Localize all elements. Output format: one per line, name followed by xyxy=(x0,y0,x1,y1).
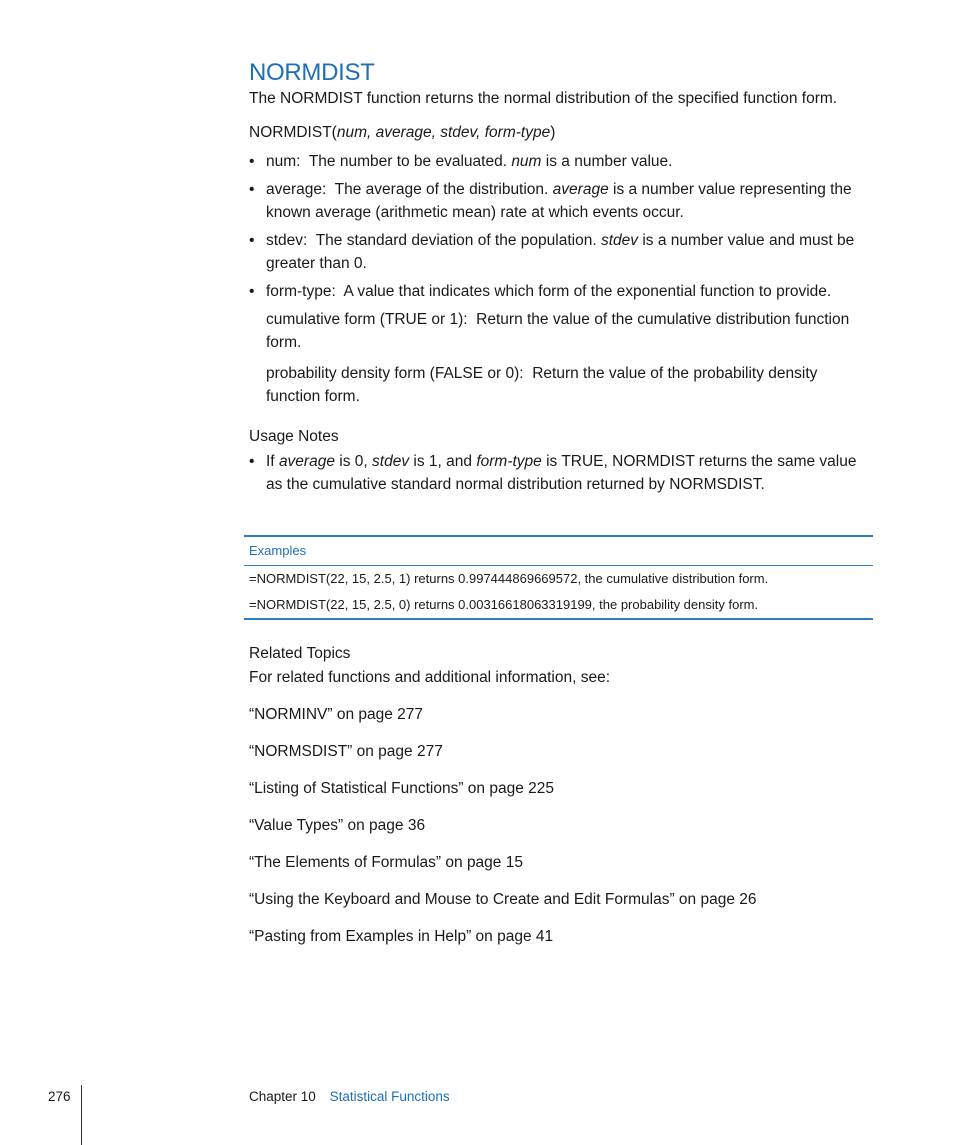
usage-notes-heading: Usage Notes xyxy=(249,428,339,445)
usage-italic: form-type xyxy=(476,453,542,470)
argument-item xyxy=(249,150,873,173)
related-topics-heading: Related Topics xyxy=(249,645,351,662)
usage-text: is 1, and xyxy=(413,453,472,470)
related-link-normsdist[interactable]: “NORMSDIST” on page 277 xyxy=(249,743,443,760)
argument-desc: A value that indicates which form of the exponential function to provide. xyxy=(343,283,832,300)
usage-text: is TRUE, NORMDIST returns the same value as the cumulative standard normal distribution returned by NORMSDIST. xyxy=(266,453,857,493)
page-number: 276 xyxy=(48,1089,71,1104)
argument-item xyxy=(249,229,873,275)
usage-italic: average xyxy=(278,453,335,470)
intro-text: The NORMDIST function returns the normal distribution of the specified function form. xyxy=(249,90,838,107)
argument-italic: average xyxy=(552,181,609,198)
bullet-icon: • xyxy=(249,453,255,470)
argument-desc-rest: is a number value and must be greater than 0. xyxy=(266,232,855,272)
argument-item xyxy=(249,280,873,303)
examples-table xyxy=(244,535,873,620)
usage-text: is 0, xyxy=(339,453,368,470)
argument-desc: The standard deviation of the population. xyxy=(315,232,597,249)
chapter-title-link[interactable]: Statistical Functions xyxy=(329,1089,450,1104)
related-link-elements-of-formulas[interactable]: “The Elements of Formulas” on page 15 xyxy=(249,854,523,871)
option-desc: Return the value of the probability density function form. xyxy=(266,365,818,405)
syntax-close-paren: ) xyxy=(550,124,556,141)
usage-text: If xyxy=(266,453,275,470)
syntax-open-paren: ( xyxy=(331,124,337,141)
argument-term: num: xyxy=(266,153,301,170)
syntax-args: num, average, stdev, form-type xyxy=(336,124,551,141)
related-link-pasting-examples[interactable]: “Pasting from Examples in Help” on page 41 xyxy=(249,928,554,945)
bullet-icon: • xyxy=(249,153,255,170)
option-desc: Return the value of the cumulative distribution function form. xyxy=(266,311,850,351)
chapter-footer xyxy=(249,1089,450,1104)
syntax-function-name: NORMDIST xyxy=(249,124,332,141)
option-term: probability density form (FALSE or 0): xyxy=(266,365,524,382)
usage-note-item xyxy=(249,450,873,496)
bullet-icon: • xyxy=(249,232,255,249)
syntax-line xyxy=(249,122,873,144)
related-link-value-types[interactable]: “Value Types” on page 36 xyxy=(249,817,426,834)
example-row: =NORMDIST(22, 15, 2.5, 0) returns 0.00316618063319199, the probability density form. xyxy=(249,597,759,612)
related-link-keyboard-mouse[interactable]: “Using the Keyboard and Mouse to Create and Edit Formulas” on page 26 xyxy=(249,891,757,908)
usage-italic: stdev xyxy=(372,453,410,470)
related-intro: For related functions and additional information, see: xyxy=(249,669,611,686)
bullet-icon: • xyxy=(249,181,255,198)
argument-italic: stdev xyxy=(600,232,639,249)
argument-desc-rest: is a number value. xyxy=(545,153,673,170)
argument-italic: num xyxy=(511,153,542,170)
usage-notes-list xyxy=(249,450,873,496)
chapter-label: Chapter 10 xyxy=(249,1089,316,1104)
examples-heading: Examples xyxy=(244,537,873,566)
argument-desc-rest: is a number value representing the known average (arithmetic mean) rate at which events occur. xyxy=(266,181,852,221)
form-type-option xyxy=(249,308,873,354)
form-type-option xyxy=(249,362,873,408)
bullet-icon: • xyxy=(249,283,255,300)
main-content xyxy=(249,58,873,501)
argument-desc: The number to be evaluated. xyxy=(308,153,507,170)
argument-item xyxy=(249,178,873,224)
argument-term: average: xyxy=(266,181,327,198)
related-link-norminv[interactable]: “NORMINV” on page 277 xyxy=(249,706,424,723)
page-title: NORMDIST xyxy=(249,59,375,86)
option-term: cumulative form (TRUE or 1): xyxy=(266,311,468,328)
argument-term: stdev: xyxy=(266,232,308,249)
argument-term: form-type: xyxy=(266,283,336,300)
footer-divider xyxy=(81,1085,82,1145)
argument-list xyxy=(249,150,873,303)
example-row: =NORMDIST(22, 15, 2.5, 1) returns 0.997444869669572, the cumulative distribution form. xyxy=(249,571,769,586)
related-link-statistical-functions[interactable]: “Listing of Statistical Functions” on page 225 xyxy=(249,780,555,797)
argument-desc: The average of the distribution. xyxy=(334,181,549,198)
related-topics xyxy=(249,643,873,948)
